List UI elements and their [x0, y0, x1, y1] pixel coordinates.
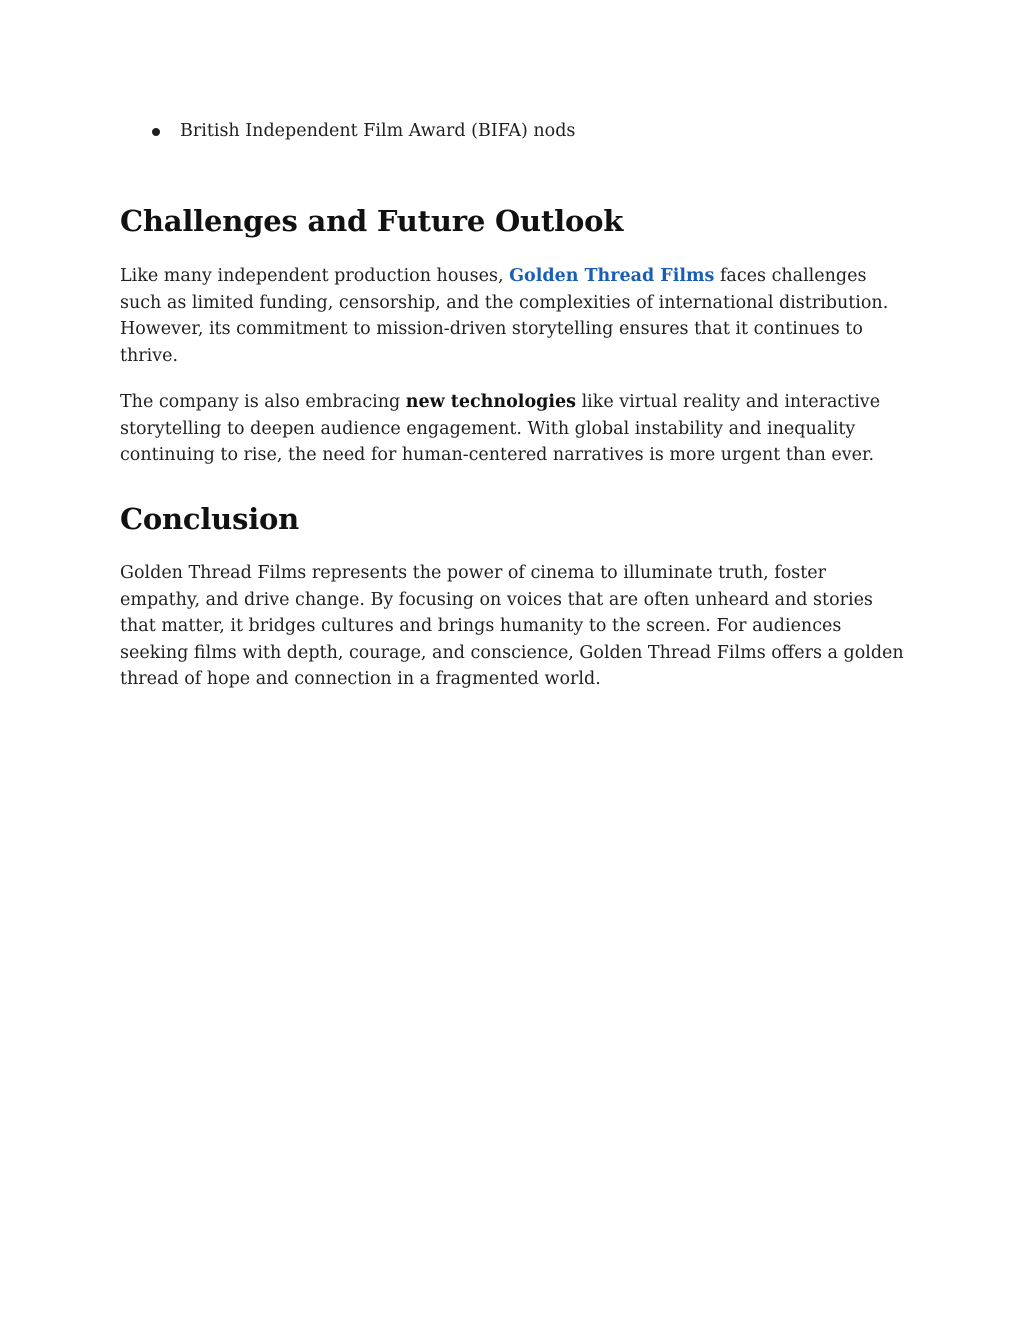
- challenges-paragraph-2: [120, 389, 910, 469]
- challenges-paragraph-1: [120, 263, 910, 369]
- conclusion-paragraph: Golden Thread Films represents the power of cinema to illuminate truth, foster empathy, and drive change. By focusing on voices that are often unheard and stories that matter, it bridges cultures and brings humanity to the screen. For audiences seeking films with depth, courage, and conscience, Golden Thread Films offers a golden thread of hope and connection in a fragmented world.: [120, 563, 904, 690]
- paragraph-text: The company is also embracing: [120, 392, 406, 412]
- list-item: [152, 118, 852, 145]
- list-item-text: British Independent Film Award (BIFA) nods: [180, 121, 576, 141]
- bullet-icon: [152, 128, 160, 136]
- conclusion-heading: Conclusion: [120, 502, 300, 536]
- bold-phrase: new technologies: [405, 392, 576, 412]
- challenges-heading: Challenges and Future Outlook: [120, 204, 624, 238]
- paragraph-text: like virtual reality and interactive storytelling to deepen audience engagement. With global instability and inequality continuing to rise, the need for human-centered narratives is more urgent than ever.: [120, 392, 881, 466]
- golden-thread-films-link[interactable]: Golden Thread Films: [509, 266, 715, 286]
- paragraph-text: Like many independent production houses,: [120, 266, 510, 286]
- awards-list: [152, 118, 852, 145]
- paragraph-text: faces challenges such as limited funding, censorship, and the complexities of international distribution. However, its commitment to mission-driven storytelling ensures that it continues to thrive.: [120, 266, 889, 366]
